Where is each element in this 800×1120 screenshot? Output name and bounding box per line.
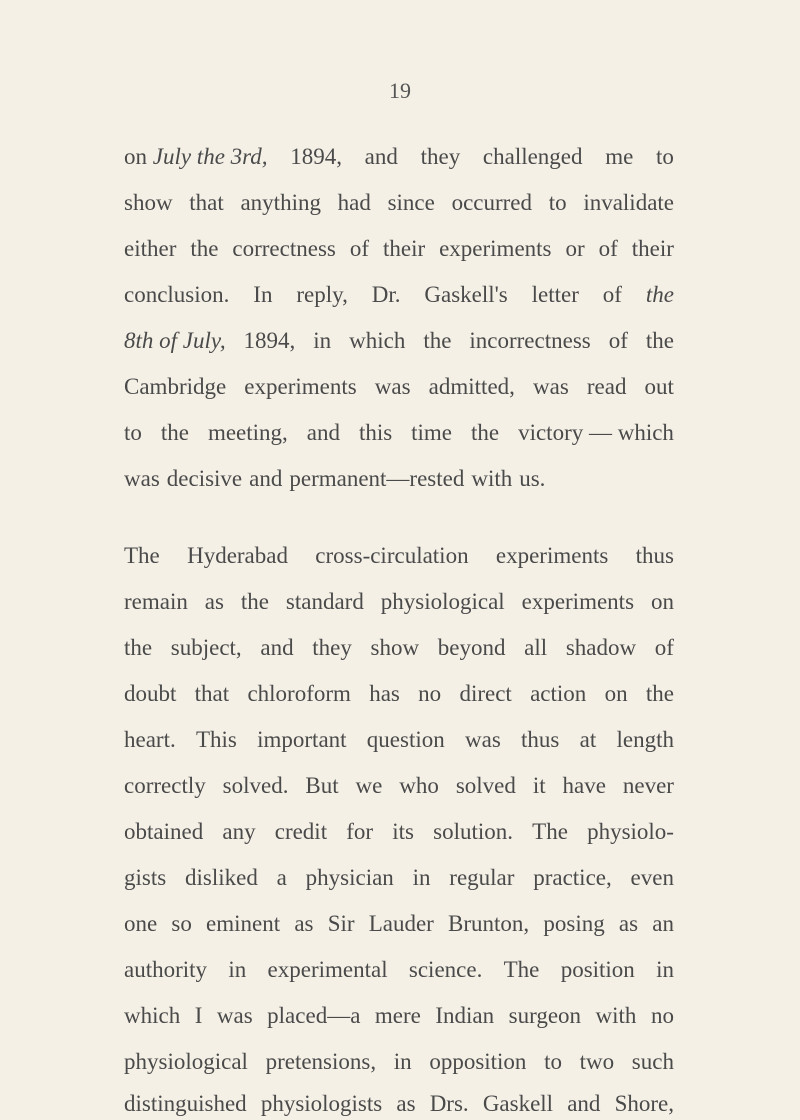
text-line: The Hyderabad cross-circulation experiments thus [124,543,674,568]
text-line: either the correctness of their experiments or of their [124,236,674,261]
text-line: 8th of July, 1894, in which the incorrectness of the [124,328,674,353]
text-line: obtained any credit for its solution. The physiolo- [124,819,674,844]
text-line: on July the 3rd, 1894, and they challenged me to [124,144,674,169]
text-line: conclusion. In reply, Dr. Gaskell's letter of the [124,282,674,307]
text-line: was decisive and permanent—rested with us. [124,466,546,491]
text-line: physiological pretensions, in opposition to two such [124,1049,674,1074]
text-line: Cambridge experiments was admitted, was read out [124,374,674,399]
text-line: distinguished physiologists as Drs. Gaskell and Shore, [124,1091,674,1116]
text-line: authority in experimental science. The position in [124,957,674,982]
page-number: 19 [389,78,411,103]
text-line: show that anything had since occurred to invalidate [124,190,674,215]
text-line: remain as the standard physiological experiments on [124,589,674,614]
text-line: which I was placed—a mere Indian surgeon with no [124,1003,674,1028]
text-line: heart. This important question was thus at length [124,727,674,752]
text-line: the subject, and they show beyond all shadow of [124,635,674,660]
text-line: gists disliked a physician in regular practice, even [124,865,674,890]
text-line: correctly solved. But we who solved it have never [124,773,674,798]
text-line: to the meeting, and this time the victory — which [124,420,674,445]
text-line: one so eminent as Sir Lauder Brunton, posing as an [124,911,674,936]
text-line: doubt that chloroform has no direct action on the [124,681,674,706]
